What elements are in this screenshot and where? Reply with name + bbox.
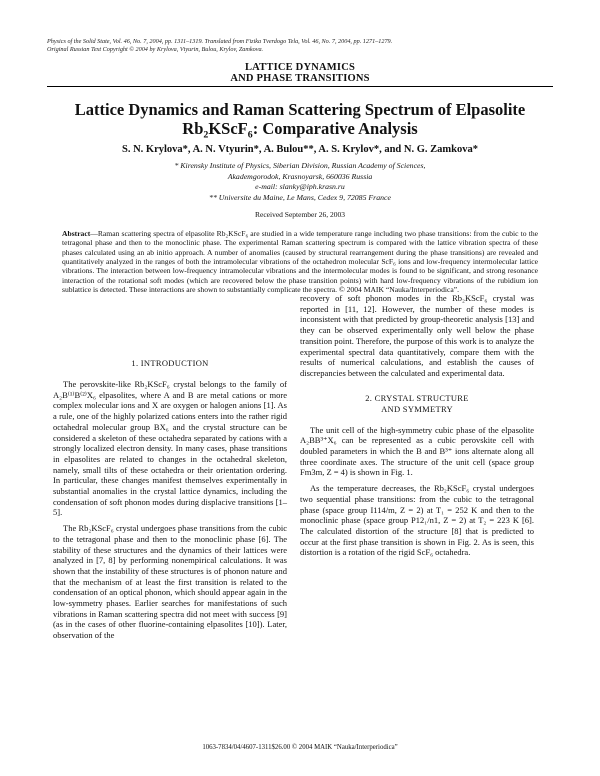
title-rest: : Comparative Analysis (252, 119, 418, 138)
section-1-heading: 1. INTRODUCTION (131, 358, 209, 368)
section-heading-line1: LATTICE DYNAMICS (244, 62, 356, 73)
affiliation-email: e-mail: slanky@iph.krasn.ru (255, 182, 345, 191)
journal-header-line2: Original Russian Text Copyright © 2004 by Krylova, Vtyurin, Bulou, Krylov, Zamkova. (47, 46, 264, 53)
affiliations (0, 161, 600, 203)
affiliation-line4: ** Universite du Maine, Le Mans, Cedex 9, 72085 France (209, 192, 391, 202)
section-heading-line2: AND PHASE TRANSITIONS (230, 73, 370, 84)
section-2-heading (300, 393, 534, 415)
affiliation-line2: Akademgorodok, Krasnoyarsk, 660036 Russia (227, 171, 373, 181)
abstract-label: Abstract (62, 229, 91, 238)
section-2-heading-line1: 2. CRYSTAL STRUCTURE (365, 392, 469, 403)
left-column (53, 358, 287, 646)
journal-header-line1: Physics of the Solid State, Vol. 46, No. 7, 2004, pp. 1311–1319. Translated from Fizika Tverdogo Tela, Vol. 46, No. 7, 2004, pp. 1271–1279. (47, 38, 393, 45)
title-formula: Rb₂KScF₆ (182, 119, 253, 138)
right-column (300, 293, 534, 563)
intro-paragraph-2: The Rb₂KScF₆ crystal undergoes phase transitions from the cubic to the tetragonal phase and then to the monoclinic phase [6]. The stability of these structures and the dynamics of their lattices were analyzed in [7, 8] by performing nonempirical calculations. It was shown that the instability of these structures is of phonon nature and that the mechanism of at least the first transition is related to the condensation of an optical phonon, which should appear again in the low-symmetry phases. Earlier searches for manifestations of such vibrations in Raman scattering spectra did not meet with success [9] (as in the cases of other fluorine-containing elpasolites [10]). Later, observation of the (53, 523, 287, 641)
header-rule (47, 86, 553, 87)
paper-title-line1: Lattice Dynamics and Raman Scattering Spectrum of Elpasolite (74, 100, 526, 119)
abstract (62, 229, 538, 294)
structure-paragraph-1: The unit cell of the high-symmetry cubic phase of the elpasolite A₂BB³⁺X₆ can be represented as a cubic perovskite cell with doubled parameters in which the B and B³⁺ ions alternate along all three coordinate axes. The structure of the unit cell (space group Fm3m, Z = 4) is shown in Fig. 1. (300, 424, 534, 478)
page-footer: 1063-7834/04/4607-1311$26.00 © 2004 MAIK “Nauka/Interperiodica” (202, 744, 398, 751)
abstract-text: —Raman scattering spectra of elpasolite Rb₂KScF₆ are studied in a wide temperature range including two phase transitions: from the cubic to the tetragonal phase and then to the monoclinic phase. The experimental Raman scattering spectrum is compared with the lattice vibration spectra of these phases calculated using an ab initio approach. A number of anomalies (caused by structural rearrangement during the phase transitions) are revealed and quantitatively analyzed in the ranges of both the intramolecular vibrations of the octahedron molecular ScF₆ ions and low-frequency intermolecular lattice vibrations. The interaction between low-frequency intramolecular vibrations and the intermolecular modes is found to be significant, and strong resonance interaction of the rotational soft modes (which are recovered below the phase transition points) with hard low-frequency vibrations of the rubidium ion sublattice is detected. These interactions are shown to substantially complicate the spectra. © 2004 MAIK “Nauka/Interperiodica”. (62, 229, 538, 295)
structure-paragraph-2: As the temperature decreases, the Rb₂KScF₆ crystal undergoes two sequential phase transitions: from the cubic to the tetragonal phase (space group I114/m, Z = 2) at T₁ = 252 K and then to the monoclinic phase (space group P12₁/n1, Z = 2) at T₂ = 223 K [6]. The calculated distortion of the structure [8] that is predicted to occur at the first phase transition is shown in Fig. 2. As is seen, this distortion is a rotation of the rigid ScF₆ octahedra. (300, 483, 534, 558)
intro-paragraph-1: The perovskite-like Rb₂KScF₆ crystal belongs to the family of A₂B⁽¹⁾B⁽²⁾X₆ elpasolites, where A and B are metal cations or more complex molecular ions and X are oxygen or halogen anions [1]. As a rule, one of the highly polarized cations enters into the rather rigid octahedral molecular group BX₆ and the crystal structure can be considered a skeleton of these octahedra separated by cations with a strongly localized electron density. In many cases, phase transitions in elpasolites are related to changes in the octahedral skeleton, namely, small tilts of these octahedra or their orientation ordering. In particular, these changes manifest themselves experimentally in substantial anomalies in the crystal lattice dynamics, including the condensation of soft phonon modes during displacive transitions [1–5]. (53, 379, 287, 518)
affiliation-line1: * Kirensky Institute of Physics, Siberian Division, Russian Academy of Sciences, (174, 161, 426, 170)
section-2-heading-line2: AND SYMMETRY (381, 403, 453, 414)
intro-paragraph-3: recovery of soft phonon modes in the Rb₂KScF₆ crystal was reported in [11, 12]. However, the number of these modes is inconsistent with that predicted by group-theoretic analysis [13] and they can be observed experimentally only well below the phase transition point. Therefore, the purpose of this work is to analyze the experimental spectral data quantitatively, compare them with the results of numerical calculations, and establish the causes of discrepancies between the calculated and experimental data. (300, 293, 534, 378)
paper-title-line2 (0, 119, 600, 138)
author-list: S. N. Krylova*, A. N. Vtyurin*, A. Bulou**, A. S. Krylov*, and N. G. Zamkova* (122, 144, 478, 155)
section-heading (0, 62, 600, 84)
received-date: Received September 26, 2003 (255, 210, 345, 219)
paper-title (0, 100, 600, 138)
journal-header (47, 38, 392, 54)
